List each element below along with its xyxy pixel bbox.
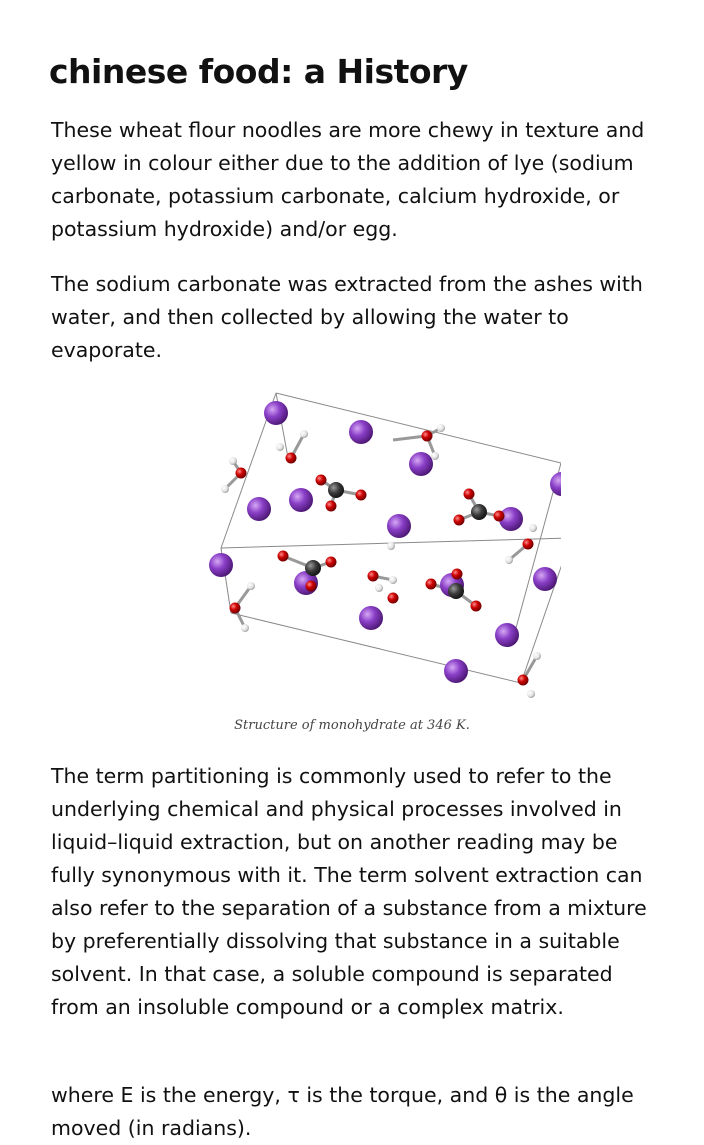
page-title: chinese food: a History <box>49 52 468 91</box>
paragraph-2: The sodium carbonate was extracted from the ashes with water, and then collected by allowing the water to evaporate. <box>51 272 643 362</box>
figure-caption: Structure of monohydrate at 346 K. <box>234 718 470 733</box>
paragraph-3: The term partitioning is commonly used to refer to the underlying chemical and physical processes involved in liquid–liquid extraction, but on another reading may be fully synonymous with it. The term solvent extraction can also refer to the separation of a substance from a mixture by preferentially dissolving that substance in a suitable solvent. In that case, a soluble compound is separated from an insoluble compound or a complex matrix. <box>51 764 647 1019</box>
crystal-structure-figure <box>161 388 561 698</box>
sodium-atoms <box>209 401 561 683</box>
water-molecules <box>221 424 561 698</box>
paragraph-4: where E is the energy, τ is the torque, and θ is the angle moved (in radians). <box>51 1083 634 1140</box>
paragraph-1: These wheat flour noodles are more chewy in texture and yellow in colour either due to the addition of lye (sodium carbonate, potassium carbonate, calcium hydroxide, or potassium hydroxide) and/or egg. <box>51 118 645 241</box>
